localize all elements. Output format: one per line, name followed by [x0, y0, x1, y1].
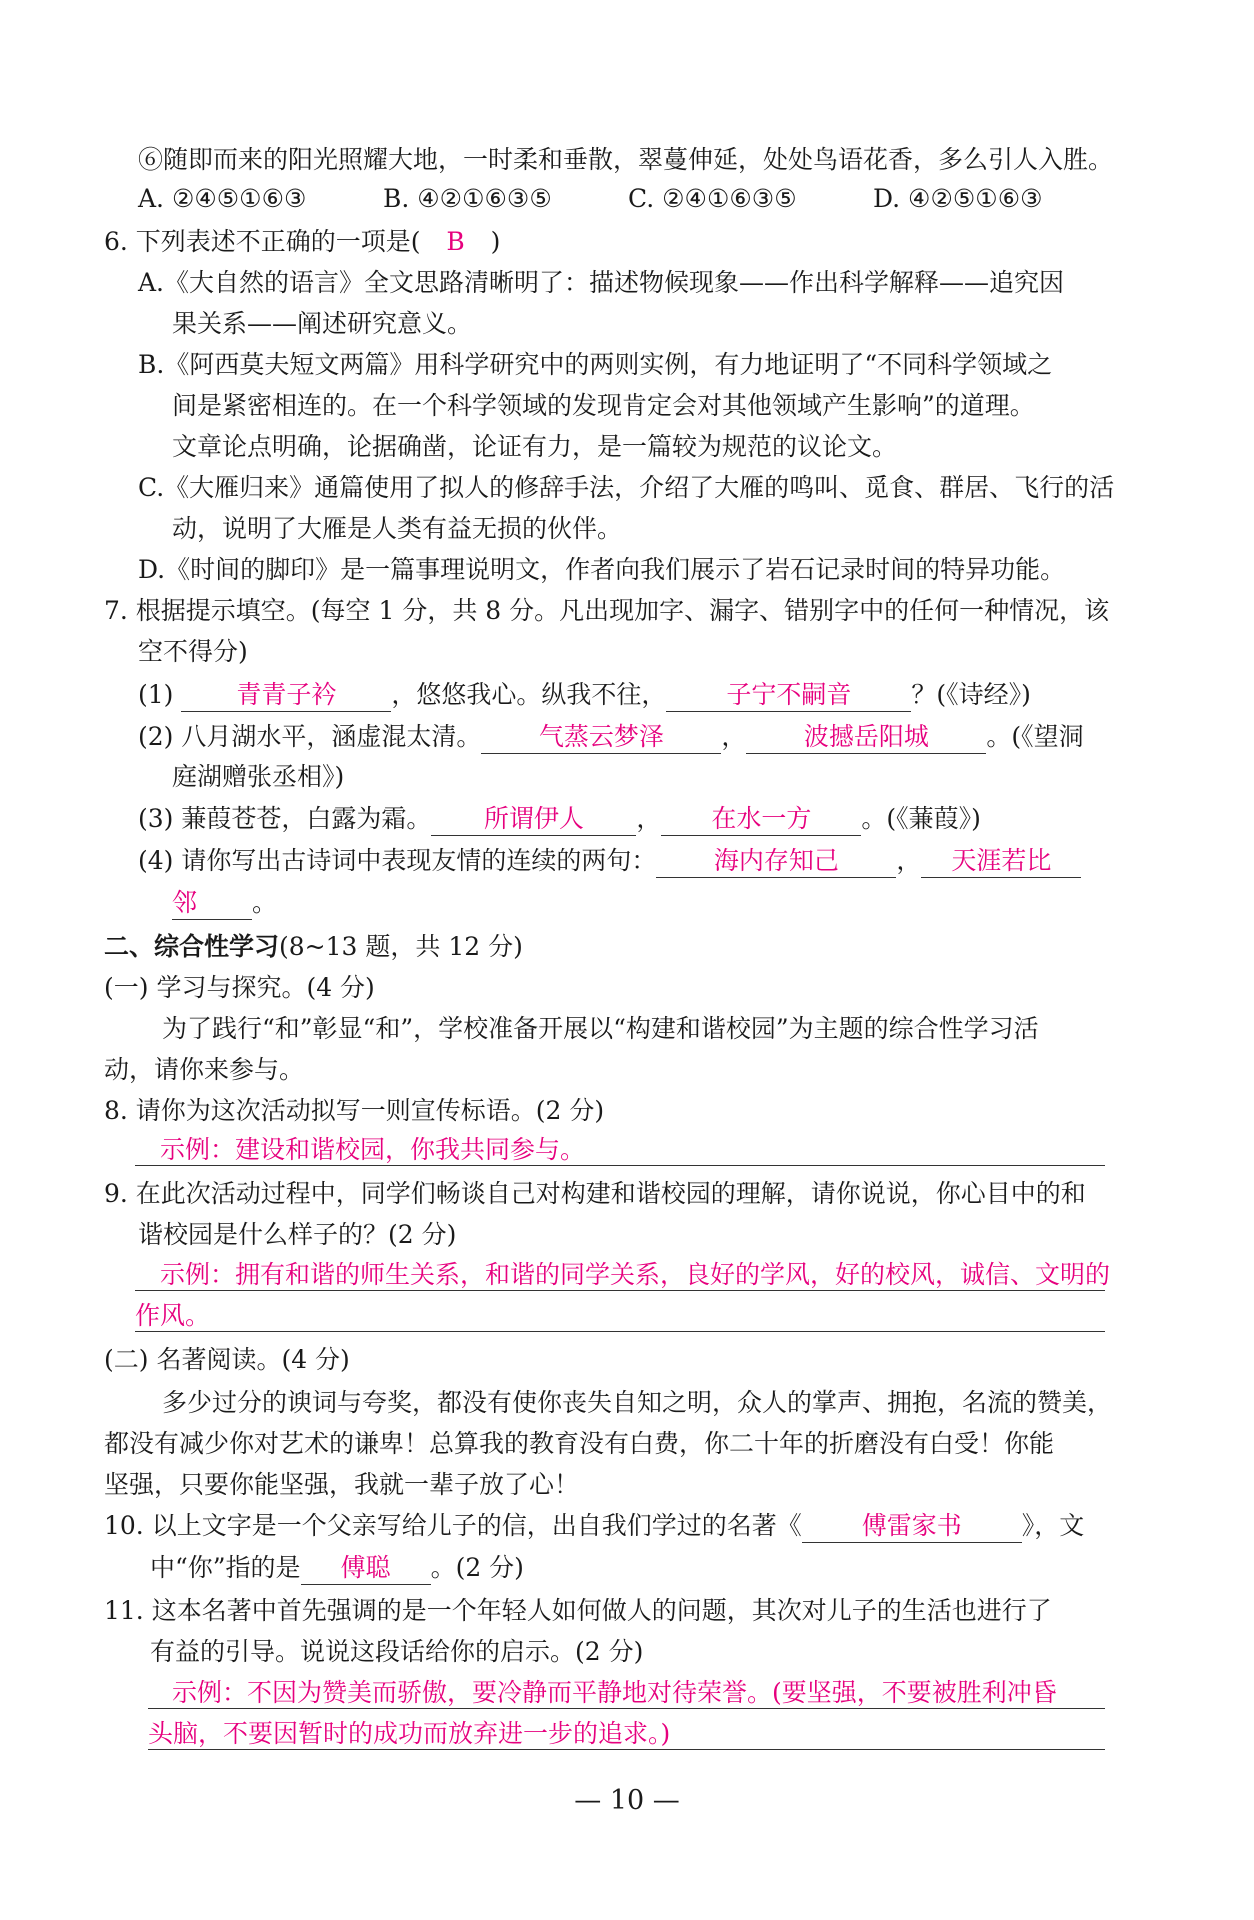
- q6-option-c-line1: C.《大雁归来》通篇使用了拟人的修辞手法，介绍了大雁的鸣叫、觅食、群居、飞行的活: [138, 473, 1115, 502]
- part2-passage-line1: 多少过分的谀词与夸奖，都没有使你丧失自知之明，众人的掌声、拥抱，名流的赞美，: [162, 1388, 1113, 1417]
- q7-part3-blank1: 所谓伊人: [431, 803, 636, 836]
- q6-answer: B: [446, 227, 465, 256]
- q10-score: 。(2 分): [430, 1553, 524, 1582]
- q7-part1: [138, 678, 1031, 712]
- section2-intro-line1: 为了践行“和”彰显“和”，学校准备开展以“构建和谐校园”为主题的综合性学习活: [162, 1014, 1039, 1043]
- q7-part2-blank1: 气蒸云梦泽: [481, 721, 721, 754]
- q7-part3-blank2: 在水一方: [661, 803, 861, 836]
- q10-stem-text2: 中“你”指的是: [150, 1553, 301, 1582]
- q7-part4-number: (4): [138, 846, 174, 875]
- q7-part3-text: 蒹葭苍苍，白露为霜。: [181, 804, 432, 833]
- q8-answer: 示例：建设和谐校园，你我共同参与。: [160, 1135, 586, 1164]
- part2-title: (二) 名著阅读。(4 分): [104, 1345, 350, 1374]
- q10-stem-text: 10. 以上文字是一个父亲写给儿子的信，出自我们学过的名著《: [104, 1511, 802, 1540]
- q6-option-c-line2: 动，说明了大雁是人类有益无损的伙伴。: [172, 514, 623, 543]
- q7-part2: (2) 八月湖水平，涵虚混太清。 气蒸云梦泽 ， 波撼岳阳城 。(《望洞: [138, 720, 1084, 754]
- q7-part4-blank1: 海内存知己: [656, 845, 896, 878]
- q10-line2: [150, 1551, 524, 1585]
- q7-stem-line1: 7. 根据提示填空。(每空 1 分，共 8 分。凡出现加字、漏字、错别字中的任何一种情况，该: [104, 596, 1110, 625]
- q7-part1-number: (1): [138, 680, 174, 709]
- q9-stem-line1: 9. 在此次活动过程中，同学们畅谈自己对构建和谐校园的理解，请你说说，你心目中的和: [104, 1179, 1086, 1208]
- q11-answer-text1: 示例：不因为赞美而骄傲，要冷静而平静地对待荣誉。(要坚强，不要被胜利冲昏: [172, 1678, 1057, 1707]
- q5-option-c: C. ②④①⑥③⑤: [628, 184, 797, 213]
- q7-part4-blank2-cont: 邻: [172, 887, 252, 920]
- q7-part2-blank2: 波撼岳阳城: [746, 721, 986, 754]
- q11-answer-text2: 头脑，不要因暂时的成功而放弃进一步的追求。): [148, 1719, 671, 1748]
- q7-part2-source-cont: 庭湖赠张丞相》): [172, 762, 345, 791]
- part2-passage-line3: 坚强，只要你能坚强，我就一辈子放了心！: [104, 1470, 580, 1499]
- section2-title-note: (8~13 题，共 12 分): [279, 932, 523, 961]
- q7-part4-text: 请你写出古诗词中表现友情的连续的两句：: [181, 846, 657, 875]
- section2-heading: [104, 930, 523, 964]
- q7-stem-line2: 空不得分): [138, 637, 248, 666]
- section2-intro-line2: 动，请你来参与。: [104, 1055, 305, 1084]
- q11-stem-line2: 有益的引导。说说这段话给你的启示。(2 分): [150, 1637, 644, 1666]
- page-number: — 10 —: [574, 1785, 680, 1816]
- q6-option-d-line1: D.《时间的脚印》是一篇事理说明文，作者向我们展示了岩石记录时间的特异功能。: [138, 555, 1066, 584]
- q7-part3-number: (3): [138, 804, 174, 833]
- q6-option-a-line1: A.《大自然的语言》全文思路清晰明了：描述物候现象——作出科学解释——追究因: [138, 268, 1065, 297]
- q7-part1-blank1: 青青子衿: [181, 679, 391, 712]
- q10-blank1: 傅雷家书: [802, 1510, 1022, 1543]
- q7-part4: (4) 请你写出古诗词中表现友情的连续的两句： 海内存知己 ， 天涯若比: [138, 844, 1081, 878]
- q5-option-b: B. ④②①⑥③⑤: [383, 184, 552, 213]
- q7-part2-number: (2): [138, 722, 174, 751]
- q5-option-d: D. ④②⑤①⑥③: [873, 184, 1043, 213]
- q5-option-a: A. ②④⑤①⑥③: [138, 184, 307, 213]
- q9-answer-text2: 作风。: [135, 1301, 211, 1330]
- q6-stem-close: ): [490, 227, 501, 256]
- part2-passage-line2: 都没有减少你对艺术的谦卑！总算我的教育没有白费，你二十年的折磨没有白受！你能: [104, 1429, 1055, 1458]
- q7-part4-blank2: 天涯若比: [921, 845, 1081, 878]
- q6-option-b-line2: 间是紧密相连的。在一个科学领域的发现肯定会对其他领域产生影响”的道理。: [172, 391, 1035, 420]
- q7-part2-text: 八月湖水平，涵虚混太清。: [181, 722, 482, 751]
- q9-answer-text1: 示例：拥有和谐的师生关系，和谐的同学关系，良好的学风，好的校风，诚信、文明的: [160, 1260, 1111, 1289]
- q6-stem: [104, 225, 500, 259]
- q6-stem-text: 6. 下列表述不正确的一项是(: [104, 227, 421, 256]
- q9-stem-line2: 谐校园是什么样子的？(2 分): [138, 1220, 457, 1249]
- q6-option-b-line3: 文章论点明确，论据确凿，论证有力，是一篇较为规范的议论文。: [172, 432, 898, 461]
- q6-option-a-line2: 果关系——阐述研究意义。: [172, 309, 473, 338]
- q7-part2-source: 。(《望洞: [986, 722, 1084, 751]
- q5-line6: ⑥随即而来的阳光照耀大地，一时柔和垂散，翠蔓伸延，处处鸟语花香，多么引人入胜。: [138, 145, 1114, 174]
- q10-line1: [104, 1509, 1084, 1543]
- q7-part1-source: ？(《诗经》): [911, 680, 1031, 709]
- q9-answer-line2: [135, 1299, 1105, 1332]
- q7-part1-blank2: 子宁不嗣音: [666, 679, 911, 712]
- q6-option-b-line1: B.《阿西莫夫短文两篇》用科学研究中的两则实例，有力地证明了“不同科学领域之: [138, 350, 1053, 379]
- q11-stem-line1: 11. 这本名著中首先强调的是一个年轻人如何做人的问题，其次对儿子的生活也进行了: [104, 1596, 1052, 1625]
- q8-stem: 8. 请你为这次活动拟写一则宣传标语。(2 分): [104, 1096, 605, 1125]
- q7-part4-end: 。: [252, 888, 278, 917]
- q7-part3: (3) 蒹葭苍苍，白露为霜。 所谓伊人 ， 在水一方 。(《蒹葭》): [138, 802, 981, 836]
- q10-blank2: 傅聪: [301, 1552, 431, 1585]
- q5-options: [138, 182, 1043, 216]
- q7-part1-text: ，悠悠我心。纵我不往，: [391, 680, 667, 709]
- section2-title: 二、综合性学习: [104, 932, 280, 961]
- q7-part3-source: 。(《蒹葭》): [861, 804, 981, 833]
- q10-stem-close: 》，文: [1021, 1511, 1085, 1540]
- section2-part1-title: (一) 学习与探究。(4 分): [104, 973, 375, 1002]
- q7-part4-cont: [172, 886, 277, 920]
